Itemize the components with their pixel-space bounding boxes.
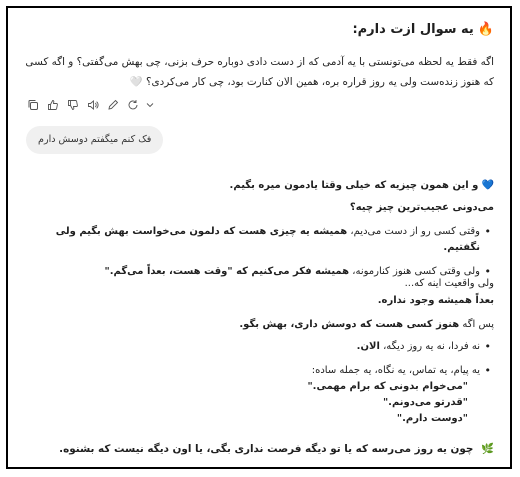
leaf-icon: 🌿 — [481, 443, 494, 455]
quote-line: "قدرتو می‌دونم." — [382, 397, 468, 408]
chevron-down-icon[interactable] — [146, 98, 154, 112]
quote-line: "دوست دارم." — [396, 413, 468, 424]
item-bold: همیشه فکر می‌کنیم که "وقت هست، بعداً می‌گم." — [104, 266, 350, 277]
so-if-line — [24, 317, 494, 333]
question-text: اگه فقط یه لحظه می‌تونستی با یه آدمی که از دست دادی دوباره حرف بزنی، چی بهش می‌گفتی؟ و اگه کسی که هنوز زنده‌ست ولی یه روز قراره بره، همین الان کنارت بود، چی کار می‌کردی؟ — [25, 56, 494, 88]
item-bold: همیشه یه چیزی هست که دلمون می‌خواست بهش بگیم ولی نگفتیم. — [55, 226, 480, 253]
heading-text: یه سوال ازت دارم: — [352, 22, 474, 37]
item-bold: الان. — [356, 341, 380, 352]
closing-line — [59, 442, 494, 455]
chat-window — [6, 6, 512, 469]
not-always-line: بعداً همیشه وجود نداره. — [377, 295, 494, 306]
edit-icon[interactable] — [106, 98, 120, 112]
quote-lines — [24, 379, 494, 427]
list-item — [24, 339, 480, 355]
message-toolbar — [26, 98, 154, 112]
regenerate-icon[interactable] — [126, 98, 140, 112]
item-plain: ولی وقتی کسی هنوز کنارمونه، — [349, 266, 480, 277]
weird-thing-line: می‌دونی عجیب‌ترین چیز چیه؟ — [349, 202, 494, 213]
question-heading — [352, 22, 494, 37]
so-if-bold: هنوز کسی هست که دوسش داری، بهش بگو. — [239, 319, 460, 330]
item-plain: وقتی کسی رو از دست می‌دیم، — [347, 226, 480, 237]
reality-line: ولی واقعیت اینه که... — [404, 278, 494, 289]
white-heart-icon: 🤍 — [129, 76, 143, 88]
speaker-icon[interactable] — [86, 98, 100, 112]
question-paragraph — [24, 52, 494, 92]
item-plain: یه پیام، یه تماس، یه نگاه، یه جمله ساده: — [311, 365, 480, 376]
answer-opening — [24, 178, 494, 194]
thumbs-down-icon[interactable] — [66, 98, 80, 112]
list-item — [24, 224, 480, 256]
so-if-plain: پس اگه — [459, 319, 494, 330]
list-1 — [24, 224, 494, 280]
thumbs-up-icon[interactable] — [46, 98, 60, 112]
user-message-bubble: فک کنم میگفتم دوسش دارم — [26, 126, 163, 154]
opening-text: و این همون چیزیه که خیلی وقتا یادمون میره بگیم. — [229, 180, 479, 191]
list-2 — [24, 339, 494, 427]
quote-line: "می‌خوام بدونی که برام مهمی." — [307, 381, 468, 392]
closing-text: چون یه روز می‌رسه که یا تو دیگه فرصت نداری بگی، یا اون دیگه نیست که بشنوه. — [59, 443, 474, 455]
copy-icon[interactable] — [26, 98, 40, 112]
item-plain: نه فردا، نه یه روز دیگه، — [379, 341, 480, 352]
fire-icon: 🔥 — [477, 22, 494, 37]
blue-heart-icon: 💙 — [481, 180, 494, 191]
list-item — [24, 363, 480, 379]
